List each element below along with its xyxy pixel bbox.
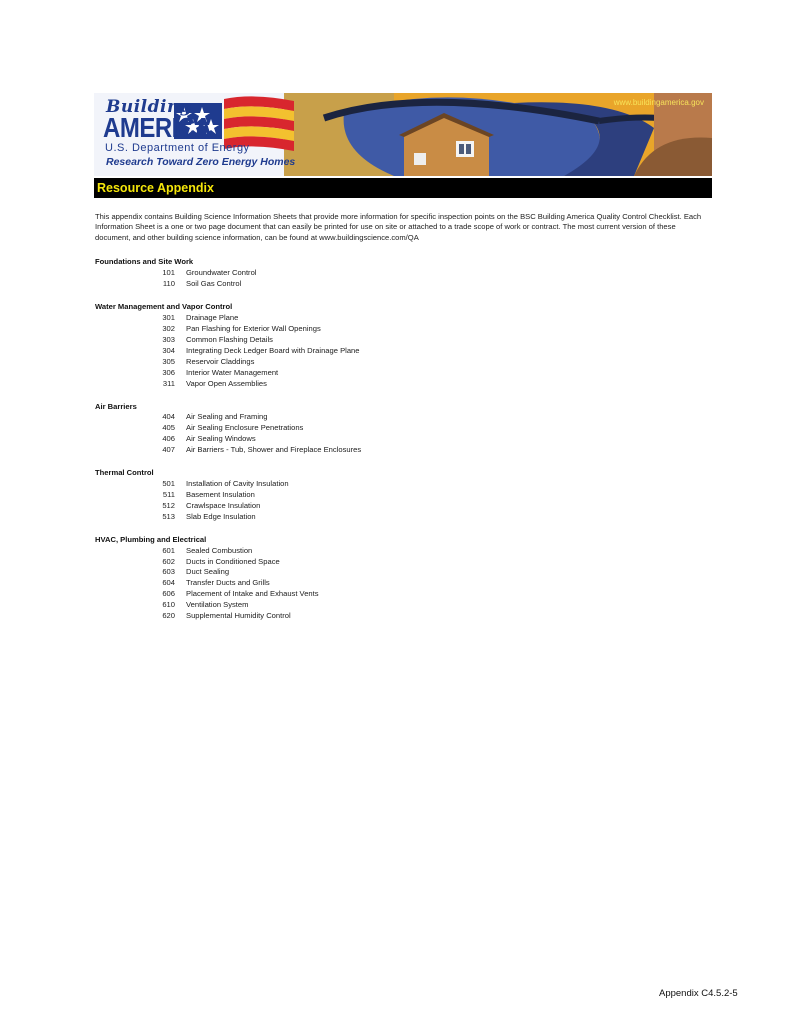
item-number: 604 bbox=[162, 578, 175, 587]
section-heading-thermal-control: Thermal Control bbox=[95, 468, 154, 477]
item-label: Air Sealing Windows bbox=[186, 434, 256, 443]
item-number: 603 bbox=[162, 567, 175, 576]
item-label: Slab Edge Insulation bbox=[186, 512, 256, 521]
item-label: Ducts in Conditioned Space bbox=[186, 557, 280, 566]
item-number: 501 bbox=[162, 479, 175, 488]
item-label: Air Sealing and Framing bbox=[186, 412, 268, 421]
item-label: Common Flashing Details bbox=[186, 335, 273, 344]
item-number: 304 bbox=[162, 346, 175, 355]
item-number: 101 bbox=[162, 268, 175, 277]
item-label: Crawlspace Insulation bbox=[186, 501, 261, 510]
item-number: 305 bbox=[162, 357, 175, 366]
item-label: Duct Sealing bbox=[186, 567, 230, 576]
item-label: Transfer Ducts and Grills bbox=[186, 578, 270, 587]
item-number: 405 bbox=[162, 423, 175, 432]
logo-doe-text: U.S. Department of Energy bbox=[105, 142, 250, 154]
item-label: Air Barriers - Tub, Shower and Fireplace Enclosures bbox=[186, 445, 362, 454]
item-number: 601 bbox=[162, 546, 175, 555]
item-number: 110 bbox=[162, 279, 175, 288]
item-number: 303 bbox=[162, 335, 175, 344]
item-label: Placement of Intake and Exhaust Vents bbox=[186, 589, 319, 598]
item-label: Air Sealing Enclosure Penetrations bbox=[186, 423, 304, 432]
item-number: 602 bbox=[162, 557, 175, 566]
item-number: 306 bbox=[162, 368, 175, 377]
section-heading-air-barriers: Air Barriers bbox=[95, 402, 137, 411]
item-number: 511 bbox=[162, 490, 175, 499]
item-label: Interior Water Management bbox=[186, 368, 279, 377]
item-number: 620 bbox=[162, 611, 175, 620]
item-label: Pan Flashing for Exterior Wall Openings bbox=[186, 324, 321, 333]
section-heading-hvac: HVAC, Plumbing and Electrical bbox=[95, 535, 207, 544]
logo-america-text: AMERICA bbox=[103, 113, 212, 145]
item-number: 311 bbox=[162, 379, 175, 388]
item-label: Sealed Combustion bbox=[186, 546, 253, 555]
item-number: 512 bbox=[162, 501, 175, 510]
item-number: 406 bbox=[162, 434, 175, 443]
item-label: Drainage Plane bbox=[186, 313, 239, 322]
item-label: Reservoir Claddings bbox=[186, 357, 255, 366]
banner-url: www.buildingamerica.gov bbox=[613, 98, 704, 107]
item-number: 404 bbox=[162, 412, 175, 421]
header-banner bbox=[94, 93, 712, 176]
item-label: Groundwater Control bbox=[186, 268, 257, 277]
item-label: Soil Gas Control bbox=[186, 279, 242, 288]
section-heading-water-management: Water Management and Vapor Control bbox=[95, 302, 233, 311]
logo-tagline: Research Toward Zero Energy Homes bbox=[106, 156, 296, 168]
item-label: Basement Insulation bbox=[186, 490, 255, 499]
item-number: 302 bbox=[162, 324, 175, 333]
item-number: 606 bbox=[162, 589, 175, 598]
item-label: Supplemental Humidity Control bbox=[186, 611, 291, 620]
item-label: Vapor Open Assemblies bbox=[186, 379, 267, 388]
logo-building-text: Building bbox=[106, 97, 193, 117]
item-number: 610 bbox=[162, 600, 175, 609]
item-label: Integrating Deck Ledger Board with Drainage Plane bbox=[186, 346, 360, 355]
item-number: 301 bbox=[162, 313, 175, 322]
item-number: 407 bbox=[162, 445, 175, 454]
section-heading-foundations: Foundations and Site Work bbox=[95, 257, 194, 266]
title-bar bbox=[94, 178, 712, 198]
page-footer: Appendix C4.5.2-5 bbox=[659, 988, 738, 999]
item-label: Installation of Cavity Insulation bbox=[186, 479, 289, 488]
item-label: Ventilation System bbox=[186, 600, 249, 609]
item-number: 513 bbox=[162, 512, 175, 521]
page-title: Resource Appendix bbox=[97, 181, 214, 195]
intro-paragraph: This appendix contains Building Science Information Sheets that provide more information for specific inspection points on the BSC Building America Quality Control Checklist. Each Information Sheet is a one or two page document that can easily be printed for use on site or attached to a trade scope of work or contract. The most current version of these document, and other building science information, can be found at www.buildingscience.com/QA bbox=[95, 212, 702, 242]
